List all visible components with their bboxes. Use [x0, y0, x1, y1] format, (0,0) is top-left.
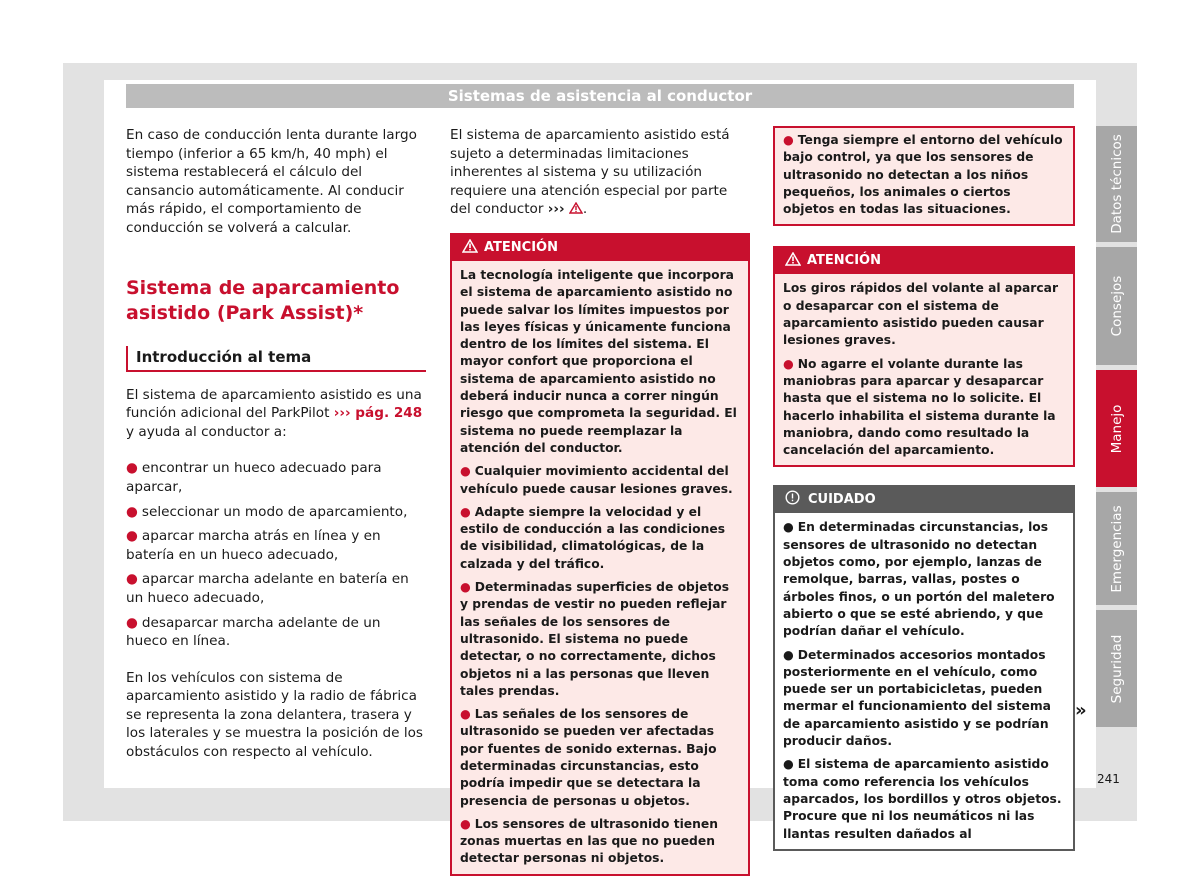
feature-list [126, 459, 426, 650]
list-item: ● encontrar un hueco adecuado para aparcar, [126, 460, 382, 495]
warning-paragraph: ● Determinadas superficies de objetos y prendas de vestir no pueden reflejar las señales de los sensores de ultrasonido. El sistema no puede detectar, o no correctamente, dichos objetos ni a las personas que lleven tales prendas. [460, 580, 730, 698]
bullet-icon: ● [460, 707, 471, 722]
tab-datos-tecnicos[interactable]: Datos técnicos [1096, 126, 1137, 242]
bullet-icon: ● [783, 356, 794, 371]
bullet-icon: ● [126, 503, 138, 520]
warning-paragraph: ● Adapte siempre la velocidad y el estilo de conducción a las condiciones de visibilidad, climatológicas, de la calzada y del tráfico. [460, 504, 726, 571]
bullet-icon: ● [783, 133, 794, 147]
tab-consejos[interactable]: Consejos [1096, 247, 1137, 365]
bullet-icon: ● [783, 520, 794, 535]
warning-box [773, 246, 1075, 467]
function-paragraph: El sistema de aparcamiento asistido es una función adicional del ParkPilot ››› pág. 248 y ayuda al conductor a: [126, 386, 423, 440]
tab-seguridad[interactable]: Seguridad [1096, 610, 1137, 727]
warning-triangle-icon [462, 239, 478, 253]
bullet-icon: ● [460, 504, 471, 519]
warning-header: ATENCIÓN [775, 248, 1073, 274]
bullet-icon: ● [460, 580, 471, 595]
bullet-icon: ● [783, 647, 794, 662]
warning-paragraph: ● Las señales de los sensores de ultrasonido se pueden ver afectadas por fuentes de sonido externas. Bajo determinadas circunstancias, esto podría impedir que se detectara la presencia de personas u objetos. [460, 707, 717, 808]
warning-paragraph: Los giros rápidos del volante al aparcar o desaparcar con el sistema de aparcamiento asistido pueden causar lesiones graves. [783, 281, 1059, 348]
column-left [126, 126, 426, 780]
column-middle [450, 126, 750, 876]
bullet-icon: ● [783, 757, 794, 772]
bullet-icon: ● [126, 614, 138, 631]
tab-manejo[interactable]: Manejo [1096, 370, 1137, 487]
warning-body [775, 274, 1073, 465]
warning-body [452, 261, 748, 874]
care-header: CUIDADO [775, 487, 1073, 513]
display-paragraph: En los vehículos con sistema de aparcamiento asistido y la radio de fábrica se representa la zona delantera, trasera y los laterales y se muestra la posición de los obstáculos con respecto al vehículo. [126, 669, 423, 761]
care-box [773, 485, 1075, 850]
warning-continuation: ● Tenga siempre el entorno del vehículo bajo control, ya que los sensores de ultrasonido no detectan a los niños pequeños, los animales o ciertos objetos en todas las situaciones. [773, 126, 1075, 226]
warning-paragraph: ● Los sensores de ultrasonido tienen zonas muertas en las que no pueden detectar personas ni objetos. [460, 816, 718, 866]
page-reference-link[interactable]: pág. 248 [350, 405, 423, 422]
list-item: ● seleccionar un modo de aparcamiento, [126, 503, 408, 520]
page-number: 241 [1097, 772, 1120, 786]
tab-emergencias[interactable]: Emergencias [1096, 492, 1137, 605]
warning-box [450, 233, 750, 876]
warning-paragraph: ● Cualquier movimiento accidental del vehículo puede causar lesiones graves. [460, 464, 733, 496]
care-paragraph: ● El sistema de aparcamiento asistido toma como referencia los vehículos aparcados, los bordillos y otros objetos. Procure que ni los neumáticos ni las llantas resulten dañados al [783, 757, 1062, 841]
intro-paragraph: En caso de conducción lenta durante largo tiempo (inferior a 65 km/h, 40 mph) el sistema restablecerá el cálculo del cansancio automáticamente. Al conducir más rápido, el comportamiento de conducción se volverá a calcular. [126, 127, 417, 236]
reference-arrows: ››› [333, 405, 351, 422]
bullet-icon: ● [126, 528, 138, 545]
warning-triangle-icon [785, 252, 801, 266]
reference-arrows: ››› [547, 201, 565, 218]
care-body [775, 513, 1073, 848]
chapter-header: Sistemas de asistencia al conductor [126, 84, 1074, 108]
care-paragraph: ● En determinadas circunstancias, los sensores de ultrasonido no detectan objetos como, por ejemplo, lanzas de remolque, barras, vallas, postes o árboles finos, o un portón del maletero abierto o que se esté abriendo, y que podrían dañar el vehículo. [783, 520, 1055, 639]
info-circle-icon [785, 490, 800, 505]
warning-header: ATENCIÓN [452, 235, 748, 261]
care-paragraph: ● Determinados accesorios montados posteriormente en el vehículo, como puede ser un portabicicletas, pueden mermar el funcionamiento del sistema de aparcamiento asistido y se podrían producir daños. [783, 647, 1051, 749]
list-item: ● desaparcar marcha adelante de un hueco en línea. [126, 614, 381, 650]
bullet-icon: ● [126, 571, 138, 588]
list-item: ● aparcar marcha adelante en batería en un hueco adecuado, [126, 571, 409, 606]
warning-triangle-icon [569, 202, 583, 214]
warning-paragraph: ● No agarre el volante durante las maniobras para aparcar y desaparcar hasta que el sistema no lo solicite. El hacerlo inhabilita el sistema durante la maniobra, dando como resultado la cancelación del aparcamiento. [783, 356, 1056, 458]
limitations-paragraph: El sistema de aparcamiento asistido está sujeto a determinadas limitaciones inherentes al sistema y su utilización requiere una atención especial por parte del conductor ››› . [450, 127, 730, 218]
list-item: ● aparcar marcha atrás en línea y en batería en un hueco adecuado, [126, 528, 381, 563]
warning-paragraph: La tecnología inteligente que incorpora el sistema de aparcamiento asistido no puede salvar los límites impuestos por las leyes físicas y únicamente funciona dentro de los límites del sistema. El mayor confort que proporciona el sistema de aparcamiento asistido no deberá inducir nunca a correr ningún riesgo que comprometa la seguridad. El sistema no puede reemplazar la atención del conductor. [460, 267, 737, 455]
column-right [773, 126, 1075, 851]
bullet-icon: ● [460, 816, 471, 831]
section-title: Sistema de aparcamiento asistido (Park Assist)* [126, 276, 400, 324]
continue-arrow-icon: » [1075, 700, 1087, 721]
bullet-icon: ● [460, 464, 471, 479]
bullet-icon: ● [126, 460, 138, 477]
sub-title: Introducción al tema [126, 346, 426, 372]
